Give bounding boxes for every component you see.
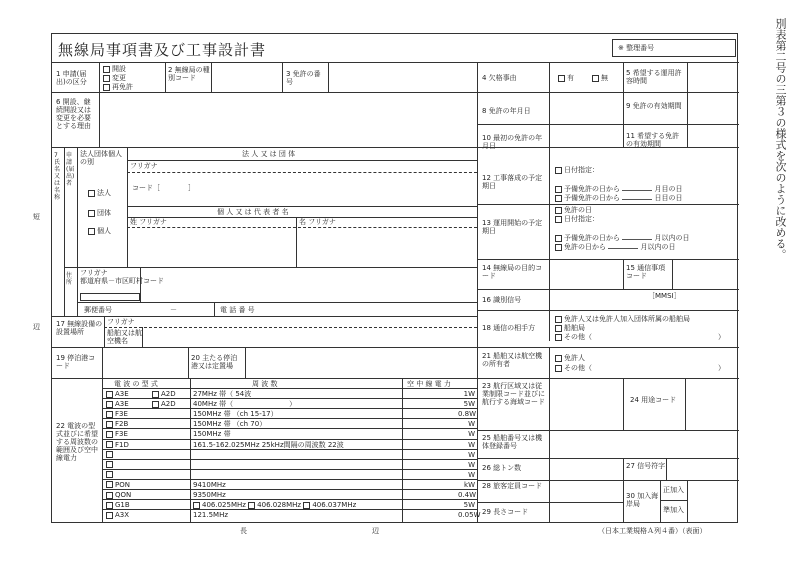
f20-label: 20 主たる停泊港又は定置場: [191, 354, 238, 370]
f7-code[interactable]: コード［ ］: [132, 184, 195, 192]
f22-type[interactable]: F3E: [106, 410, 128, 418]
f26-label: 26 総トン数: [482, 464, 522, 472]
f22-type[interactable]: [106, 461, 115, 469]
f7-rep-header: 個 人 又 は 代 表 者 名: [217, 208, 289, 216]
f22-h-power: 空 中 線 電 力: [407, 380, 451, 388]
f22-h-freq: 周 波 数: [252, 380, 278, 388]
f12-date[interactable]: 日付指定：: [555, 166, 599, 174]
f5-label: 5 希望する運用許容時間: [626, 69, 682, 85]
f22-freq: 9350MHz: [193, 491, 226, 499]
margin-mark-edge: 辺: [33, 323, 40, 331]
f22-type[interactable]: A3X: [106, 511, 129, 519]
f17-label: 17 無線設備の設置場所: [56, 320, 103, 336]
f10-label: 10 最初の免許の年月日: [482, 134, 543, 150]
f7-zip-label: 郵便番号: [84, 306, 112, 314]
f22-power: W: [468, 450, 475, 459]
f30-label: 30 加入海岸局: [626, 492, 659, 508]
f22-type[interactable]: PON: [106, 481, 130, 489]
f22-power: W: [468, 460, 475, 469]
f22-type[interactable]: [106, 471, 115, 479]
f22-freq: 27MHz 帯（ 54波: [193, 390, 252, 398]
f22-freq: 161.5-162.025MHz 25kHz間隔の周波数 22波: [193, 440, 344, 449]
f12-opt2[interactable]: 予備免許の日から 日目の日: [555, 193, 682, 202]
f13-opt0[interactable]: 免許の日: [555, 206, 592, 214]
f22-power: 5W: [463, 501, 475, 510]
f22-power: 0.05W: [458, 511, 481, 520]
reg-number-box[interactable]: [612, 39, 736, 57]
f22-power: W: [468, 430, 475, 439]
footer-std: （日本工業規格Ａ列４番）（表面）: [598, 527, 707, 535]
f22-type[interactable]: F1D: [106, 441, 129, 449]
f4-yes[interactable]: 有: [558, 74, 574, 82]
f22-freq: 150MHz 帯: [193, 430, 231, 439]
f22-type[interactable]: QON: [106, 491, 131, 499]
f22-h-type: 電 波 の 型 式: [114, 380, 158, 388]
f13-label: 13 運用開始の予定期日: [482, 219, 543, 235]
f22-type2[interactable]: A2D: [152, 400, 176, 408]
reg-number-label: ※ 整理番号: [618, 44, 655, 52]
f18-label: 18 通信の相手方: [482, 324, 536, 332]
f7-group[interactable]: 団体: [88, 209, 111, 217]
f22-power: W: [468, 470, 475, 479]
f21-opt1[interactable]: 免許人: [555, 354, 585, 362]
f21-opt2[interactable]: その他（: [555, 364, 592, 372]
f7-vert-address: 住所: [66, 272, 73, 286]
f7-corp[interactable]: 法人: [88, 189, 111, 197]
f30-a: 正加入: [663, 486, 684, 494]
f30-b: 準加入: [663, 506, 684, 514]
f22-freq: 406.025MHz 406.028MHz 406.037MHz: [193, 501, 356, 509]
f22-freq: 121.5MHz: [193, 511, 229, 520]
f1-label: 1 申請(届出)の区分: [56, 70, 87, 86]
form-title: 無線局事項書及び工事設計書: [58, 41, 267, 59]
f18-opt1[interactable]: 免許人又は免許人加入団体所属の船舶局: [555, 315, 690, 323]
f28-label: 28 旅客定員コード: [482, 482, 543, 490]
f12-label: 12 工事落成の予定期日: [482, 174, 543, 190]
f13-opt2[interactable]: 免許の日から 月以内の日: [555, 242, 675, 251]
f22-power: 1W: [463, 390, 475, 398]
f22-label: 22 電波の型式並びに希望する周波数の範囲及び空中線電力: [56, 422, 98, 462]
footer-long: 長: [240, 527, 247, 535]
f8-label: 8 免許の年月日: [482, 107, 531, 115]
f7-zip-dash: －: [170, 306, 177, 314]
f22-power: kW: [464, 480, 475, 489]
f22-freq: 150MHz 帯 （ch 15-17）: [193, 410, 278, 419]
f17-ship: 船舶又は航空機名: [107, 329, 142, 345]
f2-label: 2 無線局の種別コード: [168, 66, 210, 82]
f3-label: 3 免許の番号: [286, 70, 321, 86]
f29-label: 29 長さコード: [482, 508, 529, 516]
f4-label: 4 欠格事由: [482, 74, 517, 82]
f14-label: 14 無線局の目的コード: [482, 264, 543, 280]
f22-type2[interactable]: A2D: [152, 390, 176, 398]
f16-mmsi: ［MMSI］: [648, 292, 681, 300]
f7-mei: 名 フリガナ: [299, 218, 336, 226]
f6-label: 6 開設、継続開設又は変更を必要とする理由: [56, 98, 91, 130]
f7-vert-applicant: 申請(届出)者: [66, 152, 75, 187]
f21-label: 21 船舶又は航空機の所有者: [482, 352, 543, 368]
f23-label: 23 航行区域又は従業制限コード並びに航行する海域コード: [482, 382, 545, 406]
f22-freq: 9410MHz: [193, 480, 226, 489]
f25-label: 25 船舶番号又は機体登録番号: [482, 434, 543, 450]
f7-addr-pref: 都道府県－市区町村コード: [80, 277, 164, 285]
f7-tel-label: 電 話 番 号: [220, 306, 255, 314]
f1-opt-change[interactable]: 変更: [103, 74, 126, 82]
f22-type[interactable]: F2B: [106, 420, 128, 428]
f22-freq: 150MHz 帯 （ch 70）: [193, 420, 267, 429]
f4-no[interactable]: 無: [592, 74, 608, 82]
f9-label: 9 免許の有効期間: [626, 102, 682, 110]
f7-indiv[interactable]: 個人: [88, 227, 111, 235]
f7-org-header: 法 人 又 は 団 体: [242, 150, 296, 158]
f1-opt-new[interactable]: 開設: [103, 65, 126, 73]
side-note: 別表第二号の三第３の様式を次のように改める。: [774, 18, 787, 260]
f27-label: 27 信号符字: [626, 462, 666, 470]
footer-edge: 辺: [372, 527, 379, 535]
f22-power: W: [468, 420, 475, 429]
f7-vert-name: 7 氏名又は名称: [54, 152, 61, 201]
f22-type[interactable]: A3E: [106, 400, 129, 408]
f7-addr-furigana: フリガナ: [80, 269, 108, 277]
f22-power: 0.4W: [458, 491, 477, 499]
f18-opt3[interactable]: その他（: [555, 333, 592, 341]
f24-label: 24 用途コード: [630, 396, 677, 404]
f15-label: 15 通信事項コード: [626, 264, 666, 280]
f22-type[interactable]: [106, 451, 115, 459]
application-form: 無線局事項書及び工事設計書 ※ 整理番号 1 申請(届出)の区分 開設 変更 再免許 2 無線局の種別コード 3 免許の番号 6 開設、継続開設又は変更を必要とする理由 7 氏名又は名称 申請(届出)者 法人団体個人の別 法 人 又 は 団 体 フリガナ 法人 コード［ ］ 団体 個人 個 人 又 は 代 表 者 名 姓 フリガナ 名 フリガナ 住所 フリガナ 都道府県－市区町村コード 郵便番号 － 電 話 番 号 17 無線設備の設置場所 フリガナ 船舶又は航空機名 19 停泊港コード 20 主たる停泊港又は定置場 22 電波の型式並びに希望する周波数の範囲及び空中線電力 電 波 の 型 式 周 波 数 空 中 線 電 力 A3E A2D 27MHz 帯（ 54波 1W A3E A2D 40MHz 帯（ ） 5W F3E 150MHz 帯 （ch 15-17） 0.8W F2B 150MHz 帯 （ch 70） W F3E 150MHz 帯 W F1D 161.5-162.025MHz 25kHz間隔の周波数 22波 W W W W PON 9410MHz kW QON 9350MHz 0.4W G1B 406.025MHz 406.028MHz 406.037MHz 5W A3X 121.5MHz 0.05W 4 欠格事由 有 無 5 希望する運用許容時間 8 免許の年月日 9 免許の有効期間 10 最初の免許の年月日 11 希望する免許の有効期間 12 工事落成の予定期日 日付指定： 予備免許の日から 月目の日 予備免許の日から 日目の日 13 運用開始の予定期日 免許の日 日付指定： 予備免許の日から 月以内の日 免許の日から 月以内の日 14 無線局の目的コード 15 通信事項コード 16 識別信号 ［MMSI］ 18 通信の相手方 免許人又は免許人加入団体所属の船舶局 船舶局 その他（ ） 21 船舶又は航空機の所有者 免許人 その他（ ） 23 航行区域又は従業制限コード並びに航行する海域コード 24 用途コード 25 船舶番号又は機体登録番号 26 総トン数 27 信号符字 28 旅客定員コード 30 加入海岸局 正加入 準加入 29 長さコード: [51, 33, 738, 523]
f1-opt-renew[interactable]: 再免許: [103, 83, 133, 91]
f22-freq: 40MHz 帯（ ）: [193, 400, 297, 409]
margin-mark-short: 短: [33, 213, 40, 221]
f22-power: W: [468, 440, 475, 449]
f7-kind-label: 法人団体個人の別: [80, 150, 122, 166]
f18-opt2[interactable]: 船舶局: [555, 324, 585, 332]
f7-furigana: フリガナ: [130, 162, 158, 170]
f13-date[interactable]: 日付指定：: [555, 215, 599, 223]
f17-furigana: フリガナ: [107, 318, 135, 326]
f22-type[interactable]: A3E: [106, 390, 129, 398]
f22-power: 5W: [463, 400, 475, 409]
f7-sei: 姓 フリガナ: [130, 218, 167, 226]
f19-label: 19 停泊港コード: [56, 354, 96, 370]
f13-opt1[interactable]: 予備免許の日から 月以内の日: [555, 233, 689, 242]
f22-type[interactable]: F3E: [106, 430, 128, 438]
f22-power: 0.8W: [458, 410, 477, 419]
f12-opt1[interactable]: 予備免許の日から 月目の日: [555, 184, 682, 193]
f11-label: 11 希望する免許の有効期間: [626, 132, 680, 148]
f7-addr-code-box[interactable]: [80, 293, 140, 301]
f22-type[interactable]: G1B: [106, 501, 130, 509]
f16-label: 16 識別信号: [482, 296, 522, 304]
